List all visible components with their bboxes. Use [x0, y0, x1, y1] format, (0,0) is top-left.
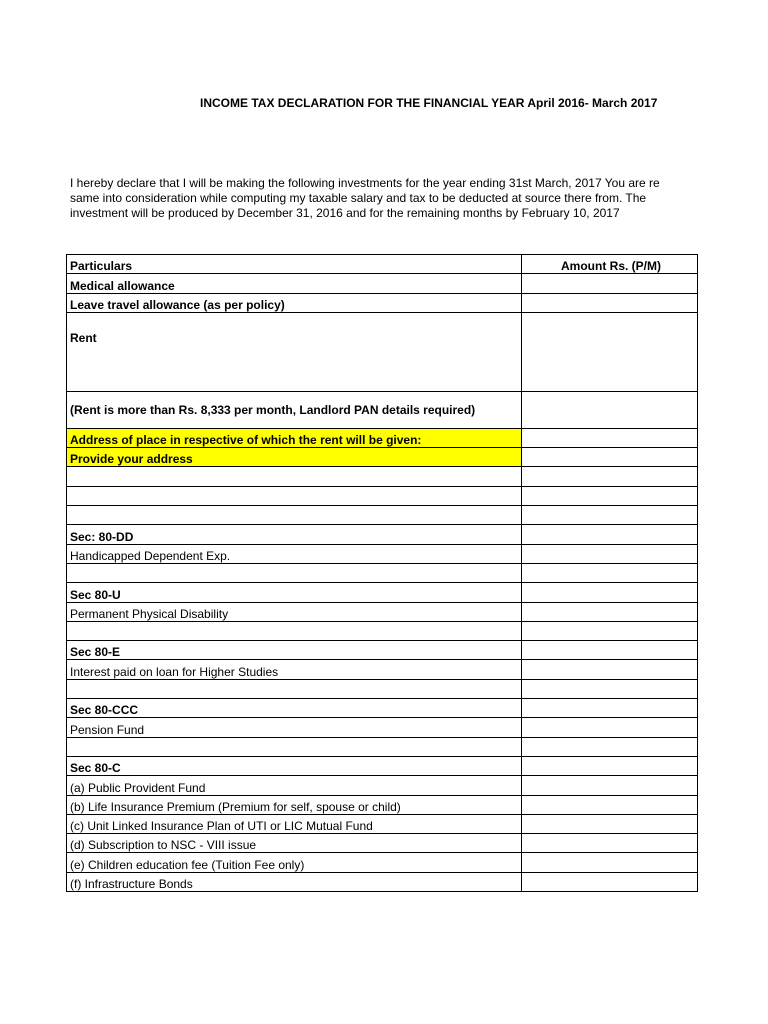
table-row [67, 428, 698, 447]
particulars-cell: Sec 80-C [67, 756, 522, 775]
particulars-cell: Interest paid on loan for Higher Studies [67, 660, 522, 679]
amount-cell[interactable] [522, 699, 698, 718]
amount-cell[interactable] [522, 776, 698, 795]
particulars-cell: (f) Infrastructure Bonds [67, 872, 522, 891]
amount-cell[interactable] [522, 718, 698, 737]
amount-cell[interactable] [522, 486, 698, 505]
particulars-cell [67, 467, 522, 486]
particulars-cell: (b) Life Insurance Premium (Premium for self, spouse or child) [67, 795, 522, 814]
table-row [67, 853, 698, 872]
amount-cell[interactable] [522, 448, 698, 467]
amount-cell[interactable] [522, 679, 698, 698]
table-row [67, 718, 698, 737]
particulars-cell: (Rent is more than Rs. 8,333 per month, Landlord PAN details required) [67, 391, 522, 428]
amount-cell[interactable] [522, 467, 698, 486]
table-row [67, 756, 698, 775]
amount-cell[interactable] [522, 563, 698, 582]
amount-cell[interactable] [522, 814, 698, 833]
document-title: INCOME TAX DECLARATION FOR THE FINANCIAL YEAR April 2016- March 2017 [200, 96, 658, 110]
amount-cell[interactable] [522, 312, 698, 391]
particulars-cell: Sec 80-CCC [67, 699, 522, 718]
particulars-cell: (c) Unit Linked Insurance Plan of UTI or LIC Mutual Fund [67, 814, 522, 833]
amount-cell[interactable] [522, 293, 698, 312]
amount-cell[interactable] [522, 660, 698, 679]
amount-cell[interactable] [522, 872, 698, 891]
amount-cell[interactable] [522, 428, 698, 447]
table-row [67, 602, 698, 621]
amount-cell[interactable] [522, 621, 698, 640]
particulars-cell: (a) Public Provident Fund [67, 776, 522, 795]
table-row [67, 872, 698, 891]
declaration-line: investment will be produced by December 31, 2016 and for the remaining months by February 10, 2017 [70, 206, 620, 220]
amount-cell[interactable] [522, 853, 698, 872]
table-row [67, 814, 698, 833]
particulars-cell: Sec 80-U [67, 583, 522, 602]
table-row [67, 660, 698, 679]
particulars-header: Particulars [67, 255, 522, 274]
table-row [67, 621, 698, 640]
particulars-cell: Medical allowance [67, 274, 522, 293]
particulars-cell [67, 679, 522, 698]
particulars-cell: Address of place in respective of which the rent will be given: [67, 428, 522, 447]
table-row [67, 448, 698, 467]
particulars-cell [67, 563, 522, 582]
table-row [67, 486, 698, 505]
amount-cell[interactable] [522, 641, 698, 660]
particulars-cell: Leave travel allowance (as per policy) [67, 293, 522, 312]
particulars-cell [67, 737, 522, 756]
declaration-paragraph [70, 176, 695, 221]
table-row [67, 641, 698, 660]
amount-cell[interactable] [522, 756, 698, 775]
table-row [67, 274, 698, 293]
amount-cell[interactable] [522, 737, 698, 756]
amount-header: Amount Rs. (P/M) [522, 255, 698, 274]
particulars-cell [67, 486, 522, 505]
amount-cell[interactable] [522, 391, 698, 428]
amount-cell[interactable] [522, 544, 698, 563]
table-row [67, 391, 698, 428]
particulars-cell: (d) Subscription to NSC - VIII issue [67, 834, 522, 853]
particulars-cell: Pension Fund [67, 718, 522, 737]
amount-cell[interactable] [522, 525, 698, 544]
particulars-cell: Sec: 80-DD [67, 525, 522, 544]
table-row [67, 312, 698, 391]
particulars-cell: Handicapped Dependent Exp. [67, 544, 522, 563]
declaration-line: same into consideration while computing my taxable salary and tax to be deducted at source there from. The [70, 191, 647, 205]
particulars-cell [67, 506, 522, 525]
amount-cell[interactable] [522, 506, 698, 525]
declaration-table [66, 254, 698, 892]
amount-cell[interactable] [522, 602, 698, 621]
amount-cell[interactable] [522, 834, 698, 853]
table-row [67, 776, 698, 795]
table-row [67, 583, 698, 602]
amount-cell[interactable] [522, 795, 698, 814]
particulars-cell: (e) Children education fee (Tuition Fee only) [67, 853, 522, 872]
table-row [67, 834, 698, 853]
table-row [67, 467, 698, 486]
table-row [67, 795, 698, 814]
table-row [67, 525, 698, 544]
table-row [67, 544, 698, 563]
table-row [67, 293, 698, 312]
amount-cell[interactable] [522, 583, 698, 602]
particulars-cell: Rent [67, 312, 522, 391]
particulars-cell: Sec 80-E [67, 641, 522, 660]
table-header-row [67, 255, 698, 274]
table-row [67, 737, 698, 756]
table-row [67, 506, 698, 525]
table-row [67, 563, 698, 582]
particulars-cell: Permanent Physical Disability [67, 602, 522, 621]
declaration-line: I hereby declare that I will be making the following investments for the year ending 31st March, 2017 You are re [70, 176, 660, 190]
table-row [67, 699, 698, 718]
particulars-cell: Provide your address [67, 448, 522, 467]
particulars-cell [67, 621, 522, 640]
amount-cell[interactable] [522, 274, 698, 293]
table-row [67, 679, 698, 698]
